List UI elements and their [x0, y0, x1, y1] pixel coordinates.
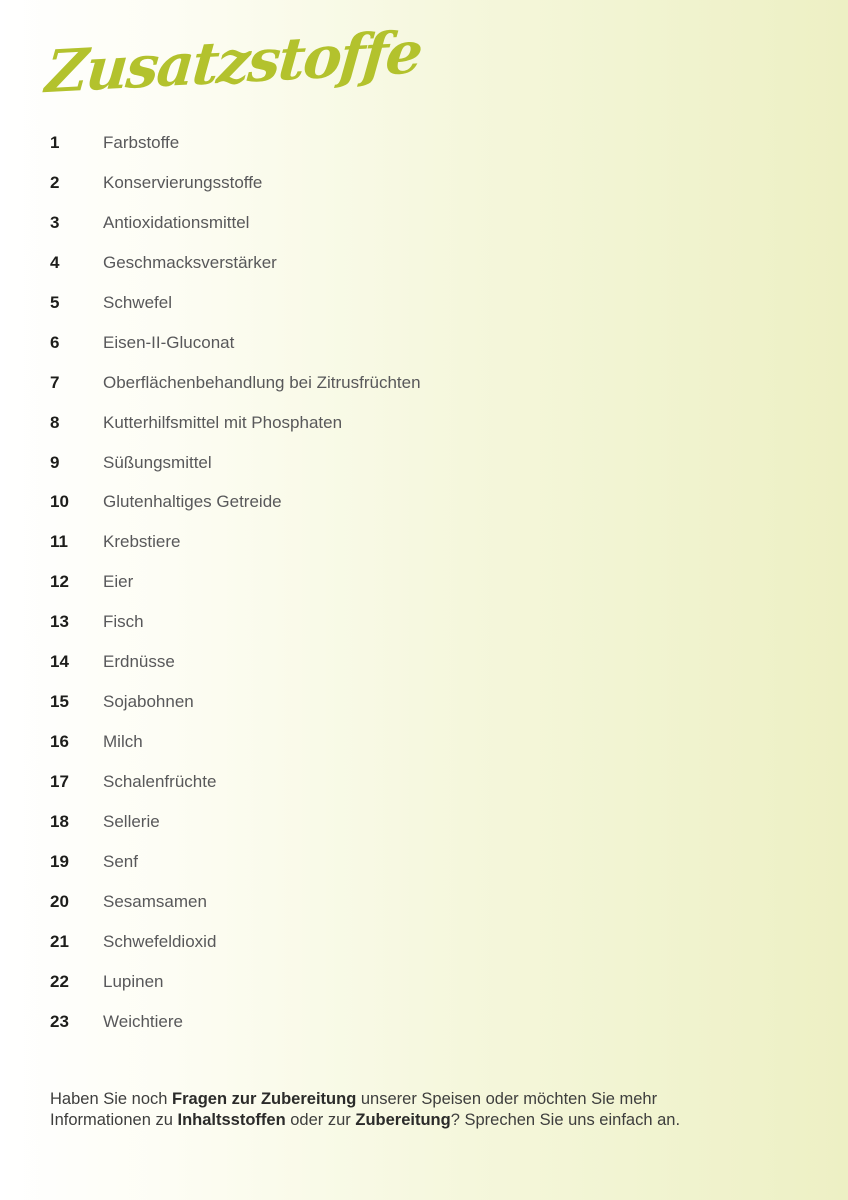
- list-row: [50, 173, 650, 213]
- list-row: [50, 133, 650, 173]
- item-label: Erdnüsse: [103, 652, 175, 672]
- item-label: Schwefel: [103, 292, 172, 312]
- item-label: Antioxidationsmittel: [103, 212, 250, 232]
- page-title: Zusatzstoffe: [43, 18, 424, 107]
- item-label: Schwefeldioxid: [103, 931, 217, 951]
- item-number: 9: [50, 452, 60, 472]
- text-segment: ? Sprechen Sie uns einfach an.: [450, 1111, 681, 1129]
- list-row: [50, 413, 650, 453]
- item-label: Konservierungsstoffe: [103, 172, 263, 192]
- additives-list: [50, 133, 650, 1052]
- item-label: Milch: [103, 732, 143, 752]
- item-number: 5: [50, 292, 60, 312]
- list-row: [50, 852, 650, 892]
- list-row: [50, 972, 650, 1012]
- list-row: [50, 692, 650, 732]
- list-row: [50, 652, 650, 692]
- item-label: Sellerie: [103, 811, 160, 831]
- list-row: [50, 612, 650, 652]
- list-row: [50, 213, 650, 253]
- text-segment: Fragen zur Zubereitung: [172, 1090, 357, 1108]
- list-row: [50, 772, 650, 812]
- item-number: 21: [50, 931, 69, 951]
- item-label: Oberflächenbehandlung bei Zitrusfrüchten: [103, 372, 421, 392]
- item-number: 23: [50, 1011, 69, 1031]
- list-row: [50, 1012, 650, 1052]
- item-label: Fisch: [103, 612, 144, 632]
- item-label: Sojabohnen: [103, 692, 194, 712]
- item-label: Geschmacksverstärker: [103, 252, 277, 272]
- item-number: 14: [50, 652, 69, 672]
- item-number: 19: [50, 851, 69, 871]
- list-row: [50, 532, 650, 572]
- text-segment: Zubereitung: [355, 1111, 451, 1129]
- item-label: Schalenfrüchte: [103, 772, 217, 791]
- text-segment: Informationen zu: [50, 1111, 178, 1129]
- item-number: 4: [50, 252, 60, 272]
- item-label: Senf: [103, 851, 138, 871]
- item-number: 12: [50, 572, 69, 592]
- item-number: 11: [50, 532, 68, 552]
- item-number: 22: [50, 971, 69, 991]
- list-row: [50, 732, 650, 772]
- item-number: 2: [50, 172, 60, 192]
- footer-line: [50, 1110, 770, 1131]
- footer-line: [50, 1089, 770, 1110]
- item-number: 6: [50, 332, 60, 352]
- text-segment: oder zur: [285, 1111, 356, 1129]
- list-row: [50, 253, 650, 293]
- item-label: Eier: [103, 572, 134, 592]
- footer-note: [50, 1089, 770, 1131]
- list-row: [50, 492, 650, 532]
- item-label: Eisen-II-Gluconat: [103, 332, 235, 352]
- item-number: 13: [50, 612, 69, 632]
- text-segment: Haben Sie noch: [50, 1090, 173, 1108]
- item-label: Glutenhaltiges Getreide: [103, 492, 282, 512]
- text-segment: unserer Speisen oder möchten Sie mehr: [356, 1090, 658, 1108]
- text-segment: Inhaltsstoffen: [177, 1111, 286, 1129]
- item-label: Krebstiere: [103, 532, 181, 552]
- list-row: [50, 293, 650, 333]
- item-number: 10: [50, 492, 69, 512]
- item-number: 17: [50, 772, 69, 791]
- item-number: 15: [50, 692, 69, 712]
- item-label: Süßungsmittel: [103, 452, 212, 472]
- item-number: 1: [50, 133, 60, 152]
- list-row: [50, 812, 650, 852]
- item-label: Weichtiere: [103, 1011, 183, 1031]
- item-label: Sesamsamen: [103, 891, 207, 911]
- list-row: [50, 373, 650, 413]
- item-label: Kutterhilfsmittel mit Phosphaten: [103, 412, 343, 432]
- item-number: 18: [50, 811, 69, 831]
- item-label: Lupinen: [103, 971, 164, 991]
- item-number: 7: [50, 372, 60, 392]
- item-label: Farbstoffe: [103, 133, 180, 152]
- item-number: 3: [50, 212, 60, 232]
- item-number: 20: [50, 891, 69, 911]
- list-row: [50, 453, 650, 493]
- list-row: [50, 572, 650, 612]
- list-row: [50, 333, 650, 373]
- list-row: [50, 892, 650, 932]
- item-number: 16: [50, 732, 69, 752]
- list-row: [50, 932, 650, 972]
- item-number: 8: [50, 412, 60, 432]
